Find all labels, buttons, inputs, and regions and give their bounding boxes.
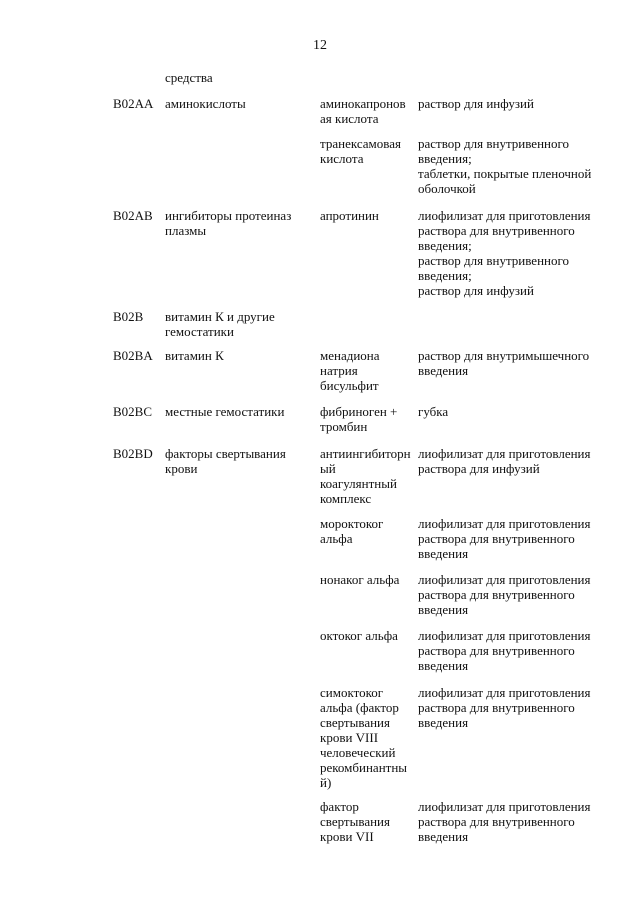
group-name: местные гемостатики bbox=[165, 404, 285, 419]
dosage-form: лиофилизат для приготовления раствора для внутривенного введения bbox=[418, 685, 591, 730]
dosage-form: лиофилизат для приготовления раствора для внутривенного введения bbox=[418, 572, 591, 617]
dosage-form: лиофилизат для приготовления раствора для внутривенного введения; раствор для внутривенного введения; раствор для инфузий bbox=[418, 208, 591, 298]
atc-code: B02B bbox=[113, 309, 144, 324]
group-name: витамин К bbox=[165, 348, 224, 363]
inn-name: нонаког альфа bbox=[320, 572, 400, 587]
inn-name: фибриноген + тромбин bbox=[320, 404, 398, 434]
dosage-form: раствор для внутривенного введения; таблетки, покрытые пленочной оболочкой bbox=[418, 136, 592, 196]
inn-name: апротинин bbox=[320, 208, 379, 223]
inn-name: октоког альфа bbox=[320, 628, 398, 643]
continuation-text: средства bbox=[165, 70, 213, 85]
inn-name: менадиона натрия бисульфит bbox=[320, 348, 380, 393]
dosage-form: лиофилизат для приготовления раствора для инфузий bbox=[418, 446, 591, 476]
page-number: 12 bbox=[313, 38, 327, 53]
dosage-form: лиофилизат для приготовления раствора для внутривенного введения bbox=[418, 628, 591, 673]
inn-name: антиингибиторн ый коагулянтный комплекс bbox=[320, 446, 411, 506]
dosage-form: раствор для инфузий bbox=[418, 96, 534, 111]
group-name: ингибиторы протеиназ плазмы bbox=[165, 208, 292, 238]
group-name: витамин К и другие гемостатики bbox=[165, 309, 275, 339]
inn-name: фактор свертывания крови VII bbox=[320, 799, 390, 844]
dosage-form: лиофилизат для приготовления раствора для внутривенного введения bbox=[418, 516, 591, 561]
group-name: аминокислоты bbox=[165, 96, 246, 111]
dosage-form: губка bbox=[418, 404, 449, 419]
atc-code: B02AA bbox=[113, 96, 154, 111]
dosage-form: раствор для внутримышечного введения bbox=[418, 348, 590, 378]
dosage-form: лиофилизат для приготовления раствора для внутривенного введения bbox=[418, 799, 591, 844]
group-name: факторы свертывания крови bbox=[165, 446, 286, 476]
atc-code: B02BC bbox=[113, 404, 153, 419]
atc-code: B02BD bbox=[113, 446, 153, 461]
atc-code: B02AB bbox=[113, 208, 153, 223]
atc-code: B02BA bbox=[113, 348, 153, 363]
inn-name: аминокапронов ая кислота bbox=[320, 96, 406, 126]
inn-name: мороктоког альфа bbox=[320, 516, 384, 546]
inn-name: симоктоког альфа (фактор свертывания крови VIII человеческий рекомбинантны й) bbox=[320, 685, 408, 790]
inn-name: транексамовая кислота bbox=[320, 136, 401, 166]
